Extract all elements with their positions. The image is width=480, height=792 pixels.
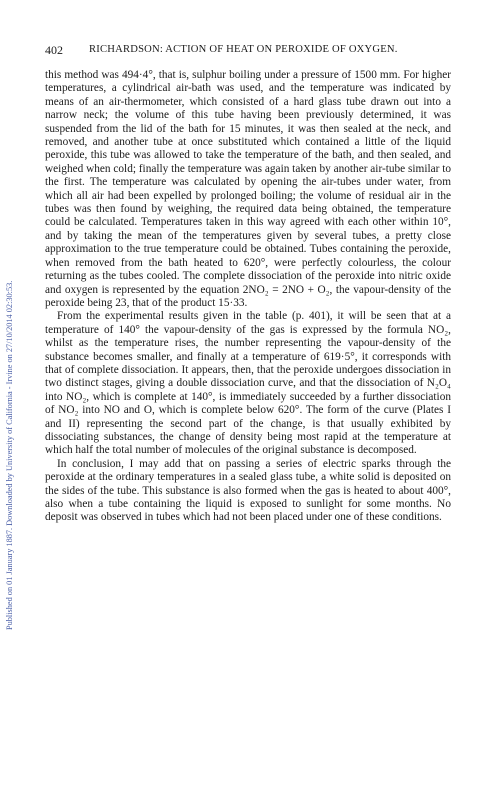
running-header [45,43,451,57]
paragraph-conclusion: In conclusion, I may add that on passing a series of electric sparks through the peroxide at the ordinary temperatures in a sealed glass tube, a white solid is deposited on the sides of the tube. This substance is also formed when the gas is heated to about 400°, also when a tube containing the liquid is exposed to sunlight for some months. No deposit was observed in tubes which had not been placed under one of these conditions. [45,457,451,524]
article-body [45,69,451,525]
page-number: 402 [45,43,63,57]
running-title: RICHARDSON: ACTION OF HEAT ON PEROXIDE OF OXYGEN. [89,44,398,55]
download-watermark: Published on 01 January 1887. Downloaded by University of California - Irvine on 27/10/2014 02:30:53. [5,280,14,630]
paragraph-continued: this method was 494·4°, that is, sulphur boiling under a pressure of 1500 mm. For higher temperatures, a cylindrical air-bath was used, and the temperature was indicated by means of an air-thermometer, which consisted of a hard glass tube drawn out into a narrow neck; the volume of this tube having been previously determined, it was suspended from the lid of the bath for 15 minutes, it was then sealed at the neck, and removed, and another tube at once substituted which contained a little of the liquid peroxide, this tube was allowed to take the temperature of the bath, and then sealed, and weighed when cold; finally the temperature was again taken by another air-tube similar to the first. The temperature was calculated by opening the air-tubes under water, from which all air had been expelled by prolonged boiling; the volume of residual air in the tubes was then found by weighing, the required data being obtained, the temperature could be calculated. Temperatures taken in this way agreed with each other within 10°, and by taking the mean of the temperatures given by several tubes, a pretty close approximation to the true temperature could be obtained. Tubes containing the peroxide, when removed from the bath heated to 620°, were perfectly colourless, the colour returning as the tubes cooled. The complete dissociation of the peroxide into nitric oxide and oxygen is represented by the equation 2NO₂ = 2NO + O₂, the vapour-density of the peroxide being 23, that of the product 15·33. [45,69,452,309]
paragraph-results: From the experimental results given in the table (p. 401), it will be seen that at a temperature of 140° the vapour-density of the gas is expressed by the formula NO₂, whilst as the temperature rises, the number representing the vapour-density of the substance becomes smaller, and finally at a temperature of 619·5°, it corresponds with that of complete dissociation. It appears, then, that the peroxide undergoes dissociation in two distinct stages, giving a double dissociation curve, and that the dissociation of N₂O₄ into NO₂, which is complete at 140°, is immediately succeeded by a further dissociation of NO₂ into NO and O, which is complete below 620°. The form of the curve (Plates I and II) representing the second part of the change, is that usually exhibited by dissociating substances, the change of density being most rapid at the temperature at which half the total number of molecules of the original substance is decomposed. [45,310,451,457]
